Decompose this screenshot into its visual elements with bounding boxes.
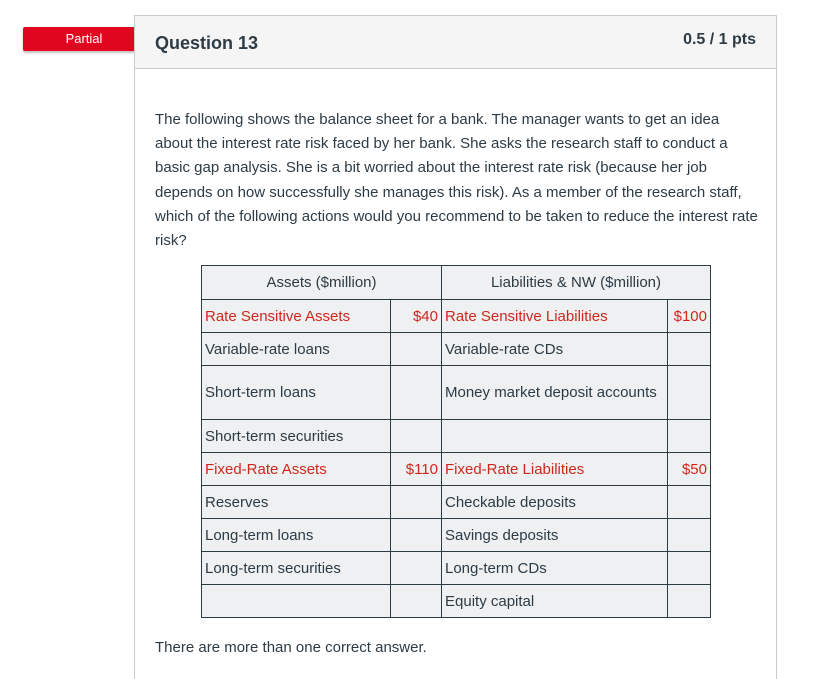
table-row — [202, 420, 711, 453]
liability-cell — [442, 420, 668, 453]
liability-value-cell — [668, 519, 711, 552]
table-row — [202, 585, 711, 618]
liability-value-cell — [668, 333, 711, 366]
asset-cell: Rate Sensitive Assets — [202, 300, 391, 333]
asset-value-cell — [391, 519, 442, 552]
liability-value-cell — [668, 552, 711, 585]
table-row — [202, 300, 711, 333]
asset-value-cell — [391, 486, 442, 519]
table-row — [202, 552, 711, 585]
question-header — [135, 16, 776, 69]
liability-cell: Money market deposit accounts — [442, 366, 668, 420]
asset-cell: Short-term securities — [202, 420, 391, 453]
asset-value-cell — [391, 585, 442, 618]
liability-cell: Rate Sensitive Liabilities — [442, 300, 668, 333]
liability-cell: Fixed-Rate Liabilities — [442, 453, 668, 486]
table-row — [202, 519, 711, 552]
status-badge: Partial — [23, 27, 145, 51]
liability-value-cell — [668, 486, 711, 519]
question-card — [134, 15, 777, 679]
asset-cell: Long-term securities — [202, 552, 391, 585]
asset-cell: Short-term loans — [202, 366, 391, 420]
question-title: Question 13 — [155, 33, 259, 53]
liability-value-cell: $50 — [668, 453, 711, 486]
liability-cell: Long-term CDs — [442, 552, 668, 585]
asset-value-cell: $110 — [391, 453, 442, 486]
table-row — [202, 453, 711, 486]
liability-cell: Savings deposits — [442, 519, 668, 552]
liability-value-cell: $100 — [668, 300, 711, 333]
asset-cell: Long-term loans — [202, 519, 391, 552]
balance-sheet-table — [201, 265, 711, 618]
liability-value-cell — [668, 366, 711, 420]
liability-cell: Variable-rate CDs — [442, 333, 668, 366]
table-row — [202, 333, 711, 366]
liability-cell: Checkable deposits — [442, 486, 668, 519]
asset-value-cell — [391, 552, 442, 585]
liabilities-header: Liabilities & NW ($million) — [442, 266, 711, 300]
asset-cell: Fixed-Rate Assets — [202, 453, 391, 486]
asset-value-cell — [391, 333, 442, 366]
asset-value-cell: $40 — [391, 300, 442, 333]
question-points: 0.5 / 1 pts — [683, 31, 756, 48]
assets-header: Assets ($million) — [202, 266, 442, 300]
liability-value-cell — [668, 585, 711, 618]
liability-value-cell — [668, 420, 711, 453]
table-header-row — [202, 266, 711, 300]
liability-cell: Equity capital — [442, 585, 668, 618]
table-row — [202, 366, 711, 420]
asset-cell — [202, 585, 391, 618]
asset-value-cell — [391, 420, 442, 453]
asset-cell: Reserves — [202, 486, 391, 519]
asset-cell: Variable-rate loans — [202, 333, 391, 366]
table-row — [202, 486, 711, 519]
question-text: The following shows the balance sheet for a bank. The manager wants to get an idea about the interest rate risk faced by her bank. She asks the research staff to conduct a basic gap analysis. She is a bit worried about the interest rate risk (because her job depends on how successfully she manages this risk). As a member of the research staff, which of the following actions would you recommend to be taken to reduce the interest rate risk? — [155, 111, 758, 250]
answer-note: There are more than one correct answer. — [155, 639, 427, 656]
asset-value-cell — [391, 366, 442, 420]
